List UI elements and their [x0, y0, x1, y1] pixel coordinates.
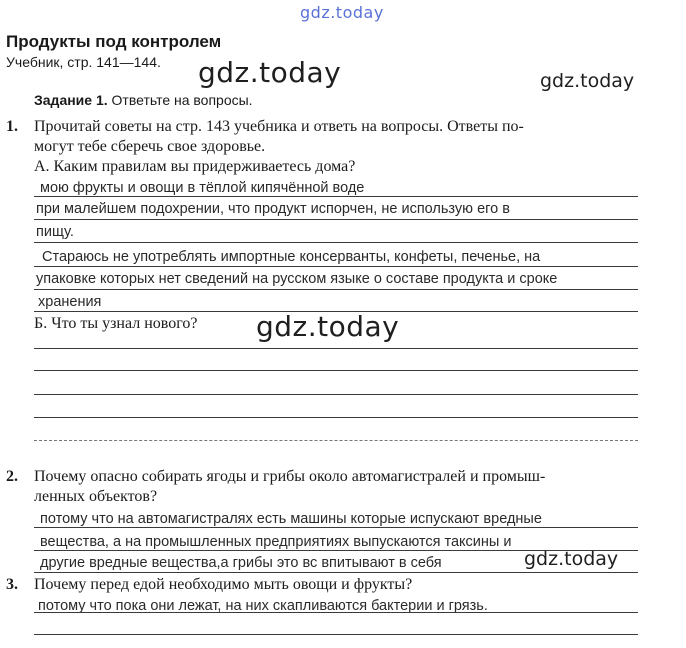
answer-line [34, 527, 638, 528]
watermark-middle: gdz.today [256, 310, 400, 343]
q1-answer-a-line6: хранения [38, 294, 102, 310]
q2-answer-line1: потому что на автомагистралях есть машины которые испускают вредные [40, 511, 542, 527]
answer-line [34, 311, 638, 312]
answer-line [34, 266, 638, 267]
answer-line [34, 417, 638, 418]
q2-answer-line2: вещества, а на промышленных предприятиях выпускаются таксины и [40, 534, 512, 550]
q1-part-a: А. Каким правилам вы придерживаетесь дома? [34, 158, 356, 175]
answer-line [34, 242, 638, 243]
q1-text-line2: могут тебе сберечь свое здоровье. [34, 138, 266, 155]
answer-line [34, 550, 638, 551]
answer-line [34, 219, 638, 220]
page-subtitle: Учебник, стр. 141—144. [6, 54, 161, 70]
answer-line [34, 634, 638, 635]
q3-answer: потому что пока они лежат, на них скапливаются бактерии и грязь. [38, 598, 488, 614]
watermark-main: gdz.today [198, 56, 342, 89]
q3-number: 3. [6, 576, 18, 593]
answer-line [34, 289, 638, 290]
q2-text-line2: ленных объектов? [34, 488, 158, 505]
watermark-bottom: gdz.today [524, 548, 619, 570]
q1-answer-a-line1: мою фрукты и овощи в тёплой кипячённой воде [40, 180, 365, 196]
q1-answer-a-line2: при малейшем подохрении, что продукт испорчен, не использую его в [36, 201, 510, 217]
page-title: Продукты под контролем [6, 32, 222, 51]
answer-line [34, 348, 638, 349]
task-text: Ответьте на вопросы. [111, 92, 253, 108]
answer-line [34, 196, 638, 197]
watermark-right: gdz.today [540, 70, 635, 92]
answer-line [34, 394, 638, 395]
task-heading [34, 92, 253, 108]
q1-part-b: Б. Что ты узнал нового? [34, 315, 198, 332]
q1-answer-a-line3: пищу. [36, 224, 74, 240]
answer-line-dashed [34, 440, 638, 441]
watermark-top: gdz.today [300, 3, 384, 22]
q3-text-line1: Почему перед едой необходимо мыть овощи и фрукты? [34, 576, 413, 593]
q2-answer-line3: другие вредные вещества,а грибы это вс впитывают в себя [40, 555, 442, 571]
q1-text-line1: Прочитай советы на стр. 143 учебника и ответь на вопросы. Ответы по- [34, 118, 524, 135]
q1-answer-a-line4: Стараюсь не употреблять импортные консерванты, конфеты, печенье, на [42, 249, 541, 265]
q2-text-line1: Почему опасно собирать ягоды и грибы около автомагистралей и промыш- [34, 468, 546, 485]
q2-number: 2. [6, 468, 18, 485]
answer-line [34, 370, 638, 371]
answer-line [34, 572, 638, 573]
q1-number: 1. [6, 118, 18, 135]
task-label: Задание 1. [34, 92, 108, 108]
q1-answer-a-line5: упаковке которых нет сведений на русском языке о составе продукта и сроке [36, 271, 558, 287]
answer-line [34, 612, 638, 613]
